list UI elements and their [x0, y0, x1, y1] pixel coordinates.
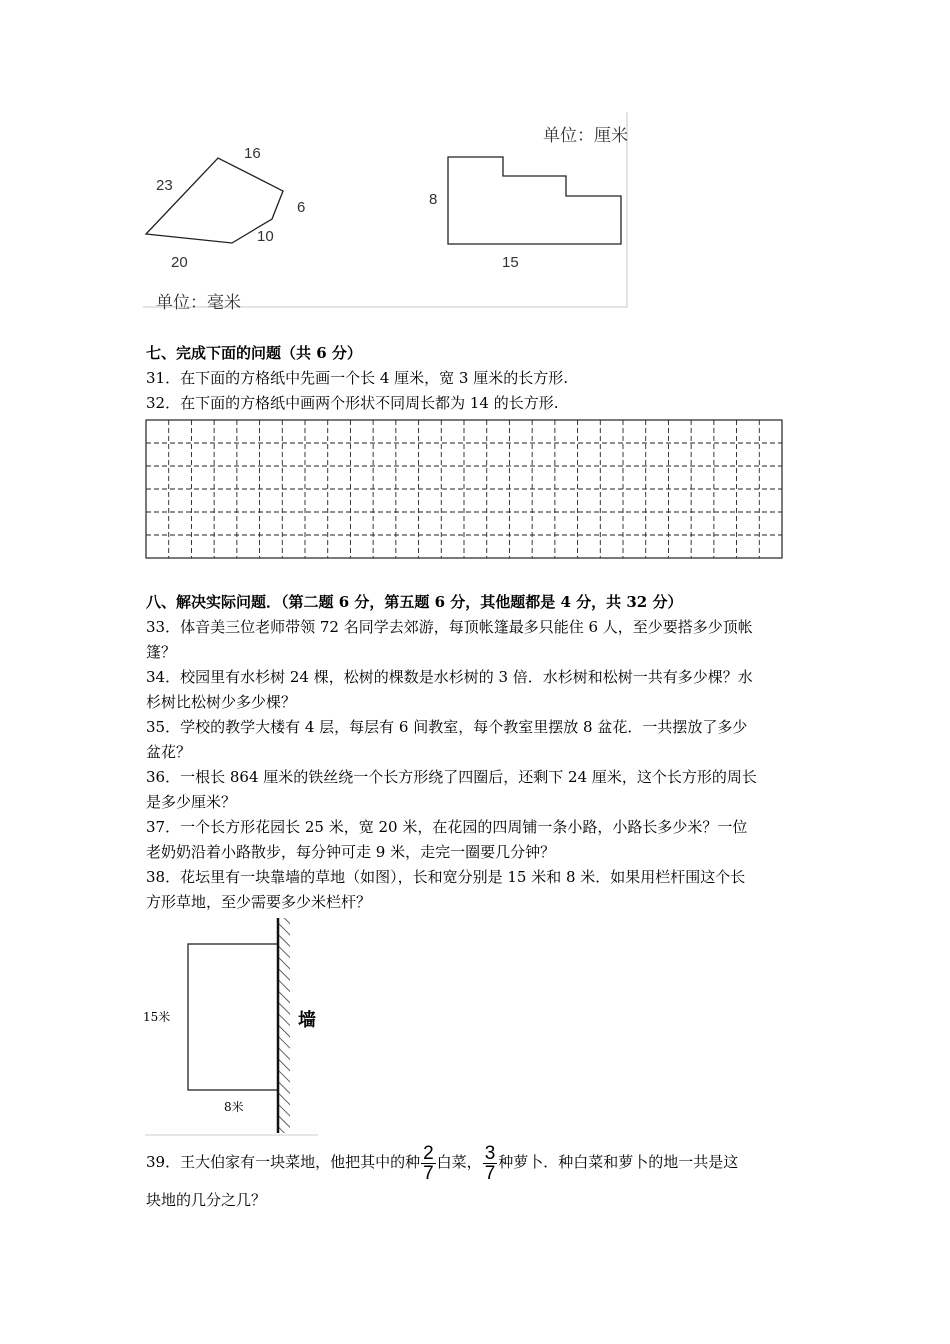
poly-label-23: 23	[156, 177, 173, 194]
poly-label-6: 6	[297, 199, 306, 216]
fraction-denominator: 7	[484, 1162, 496, 1184]
rect-label-8: 8	[429, 191, 438, 208]
grid-paper	[145, 419, 785, 561]
q35-line1: 35．学校的教学大楼有 4 层，每层有 6 间教室，每个教室里摆放 8 盆花．一共摆放了多少	[146, 718, 748, 736]
poly-label-20: 20	[171, 254, 188, 271]
section7-title: 七、完成下面的问题（共 6 分）	[146, 344, 362, 362]
fraction-2-7	[421, 1144, 436, 1183]
q37-line2: 老奶奶沿着小路散步，每分钟可走 9 米，走完一圈要几分钟？	[146, 843, 556, 861]
q36-line2: 是多少厘米？	[146, 793, 237, 811]
question-31: 31．在下面的方格纸中先画一个长 4 厘米，宽 3 厘米的长方形.	[146, 369, 569, 387]
q35-line2: 盆花？	[146, 743, 192, 761]
wall-fig-bottom-label: 8米	[224, 1100, 244, 1114]
q39-line2: 块地的几分之几？	[146, 1191, 267, 1209]
stepped-shape	[448, 157, 621, 244]
wall-hatch	[279, 918, 290, 1133]
q39-part2: 白菜，	[436, 1153, 482, 1171]
poly-label-16: 16	[244, 145, 261, 162]
poly-label-10: 10	[257, 228, 274, 245]
fraction-numerator: 3	[484, 1142, 496, 1164]
unit-cm-label: 单位：厘米	[543, 126, 628, 145]
q39-part1: 39．王大伯家有一块菜地，他把其中的种	[146, 1153, 421, 1171]
question-32: 32．在下面的方格纸中画两个形状不同周长都为 14 的长方形.	[146, 394, 559, 412]
q39-line1	[146, 1136, 738, 1188]
q34-line2: 杉树比松树少多少棵？	[146, 693, 297, 711]
q38-line2: 方形草地，至少需要多少米栏杆？	[146, 893, 372, 911]
figures-svg	[0, 0, 950, 320]
q39-part3: 种萝卜．种白菜和萝卜的地一共是这	[498, 1153, 739, 1171]
fraction-numerator: 2	[423, 1142, 434, 1164]
wall-fig-side-label: 15米	[143, 1010, 171, 1024]
grass-rect	[188, 944, 278, 1090]
unit-mm-label: 单位：毫米	[156, 293, 241, 312]
q36-line1: 36．一根长 864 厘米的铁丝绕一个长方形绕了四圈后，还剩下 24 厘米，这个长方形的周长	[146, 768, 757, 786]
section8-title: 八、解决实际问题．（第二题 6 分，第五题 6 分，其他题都是 4 分，共 32 分）	[146, 593, 683, 611]
q33-line1: 33．体音美三位老师带领 72 名同学去郊游，每顶帐篷最多只能住 6 人，至少要搭多少顶帐	[146, 618, 753, 636]
fraction-3-7	[483, 1144, 498, 1183]
q38-line1: 38．花坛里有一块靠墙的草地（如图），长和宽分别是 15 米和 8 米．如果用栏杆围这个长	[146, 868, 746, 886]
q37-line1: 37．一个长方形花园长 25 米，宽 20 米，在花园的四周铺一条小路，小路长多少米？一位	[146, 818, 748, 836]
q34-line1: 34．校园里有水杉树 24 棵，松树的棵数是水杉树的 3 倍．水杉树和松树一共有多少棵？水	[146, 668, 753, 686]
fraction-denominator: 7	[423, 1162, 434, 1184]
q33-line2: 篷？	[146, 643, 177, 661]
rect-label-15: 15	[502, 254, 519, 271]
wall-label: 墙	[298, 1010, 316, 1031]
